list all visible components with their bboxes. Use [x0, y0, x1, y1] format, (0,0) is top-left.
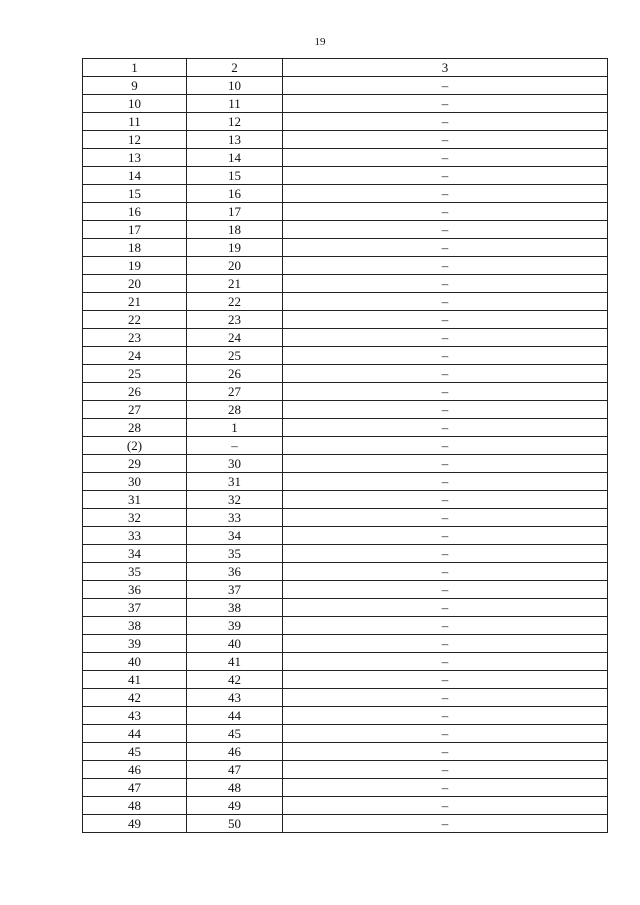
- table-cell-col1: 17: [83, 221, 187, 239]
- table-row: [83, 401, 608, 419]
- table-cell-col3: –: [283, 221, 608, 239]
- table-body: [83, 77, 608, 833]
- table-row: [83, 383, 608, 401]
- table-row: [83, 707, 608, 725]
- table-cell-col2: 49: [187, 797, 283, 815]
- table-cell-col3: –: [283, 491, 608, 509]
- table-cell-col3: –: [283, 275, 608, 293]
- table-cell-col1: 29: [83, 455, 187, 473]
- table-row: [83, 347, 608, 365]
- table-row: [83, 527, 608, 545]
- table-cell-col2: 38: [187, 599, 283, 617]
- table-cell-col1: 23: [83, 329, 187, 347]
- table-row: [83, 779, 608, 797]
- table-cell-col2: 40: [187, 635, 283, 653]
- table-cell-col1: 32: [83, 509, 187, 527]
- table-cell-col2: 30: [187, 455, 283, 473]
- table-cell-col1: 45: [83, 743, 187, 761]
- table-cell-col2: 46: [187, 743, 283, 761]
- table-cell-col1: 27: [83, 401, 187, 419]
- table-cell-col3: –: [283, 149, 608, 167]
- data-table: [82, 58, 608, 833]
- table-cell-col2: 18: [187, 221, 283, 239]
- table-row: [83, 653, 608, 671]
- table-cell-col2: 20: [187, 257, 283, 275]
- table-cell-col2: 42: [187, 671, 283, 689]
- table-cell-col3: –: [283, 95, 608, 113]
- table-cell-col3: –: [283, 311, 608, 329]
- table-cell-col1: 44: [83, 725, 187, 743]
- table-cell-col2: 28: [187, 401, 283, 419]
- table-cell-col1: 28: [83, 419, 187, 437]
- table-cell-col2: 50: [187, 815, 283, 833]
- table-cell-col2: 25: [187, 347, 283, 365]
- table-cell-col1: 20: [83, 275, 187, 293]
- table-cell-col1: 38: [83, 617, 187, 635]
- table-cell-col3: –: [283, 743, 608, 761]
- table-cell-col2: 44: [187, 707, 283, 725]
- table-row: [83, 185, 608, 203]
- table-cell-col1: 40: [83, 653, 187, 671]
- table-cell-col3: –: [283, 257, 608, 275]
- table-row: [83, 491, 608, 509]
- table-cell-col2: 17: [187, 203, 283, 221]
- table-cell-col3: –: [283, 761, 608, 779]
- table-cell-col3: –: [283, 527, 608, 545]
- table-cell-col3: –: [283, 401, 608, 419]
- table-row: [83, 635, 608, 653]
- table-cell-col3: –: [283, 689, 608, 707]
- table-cell-col3: –: [283, 365, 608, 383]
- table-cell-col1: 25: [83, 365, 187, 383]
- table-row: [83, 599, 608, 617]
- table-row: [83, 509, 608, 527]
- table-cell-col2: 33: [187, 509, 283, 527]
- table-cell-col1: 35: [83, 563, 187, 581]
- table-cell-col1: 14: [83, 167, 187, 185]
- table-row: [83, 167, 608, 185]
- table-cell-col1: 36: [83, 581, 187, 599]
- table-cell-col2: 11: [187, 95, 283, 113]
- table-cell-col3: –: [283, 473, 608, 491]
- table-cell-col1: 21: [83, 293, 187, 311]
- table-row: [83, 689, 608, 707]
- table-cell-col2: 26: [187, 365, 283, 383]
- table-cell-col3: –: [283, 509, 608, 527]
- table-cell-col3: –: [283, 725, 608, 743]
- table-row: [83, 455, 608, 473]
- table-cell-col2: 16: [187, 185, 283, 203]
- table-cell-col1: 16: [83, 203, 187, 221]
- table-cell-col3: –: [283, 239, 608, 257]
- table-cell-col1: 15: [83, 185, 187, 203]
- table-cell-col3: –: [283, 797, 608, 815]
- table-cell-col2: 15: [187, 167, 283, 185]
- table-cell-col1: 26: [83, 383, 187, 401]
- table-cell-col3: –: [283, 185, 608, 203]
- table-row: [83, 815, 608, 833]
- table-cell-col3: –: [283, 671, 608, 689]
- table-cell-col3: –: [283, 563, 608, 581]
- table-row: [83, 149, 608, 167]
- table-row: [83, 797, 608, 815]
- table-cell-col3: –: [283, 779, 608, 797]
- table-cell-col2: 37: [187, 581, 283, 599]
- table-row: [83, 437, 608, 455]
- table-row: [83, 95, 608, 113]
- table-cell-col3: –: [283, 653, 608, 671]
- table-cell-col3: –: [283, 617, 608, 635]
- table-cell-col2: 19: [187, 239, 283, 257]
- table-cell-col2: 21: [187, 275, 283, 293]
- table-cell-col3: –: [283, 77, 608, 95]
- table-row: [83, 329, 608, 347]
- table-cell-col1: 30: [83, 473, 187, 491]
- table-cell-col2: 13: [187, 131, 283, 149]
- table-row: [83, 419, 608, 437]
- table-cell-col2: 22: [187, 293, 283, 311]
- table-cell-col1: 34: [83, 545, 187, 563]
- table-cell-col2: 32: [187, 491, 283, 509]
- table-row: [83, 257, 608, 275]
- table-row: [83, 275, 608, 293]
- table-cell-col3: –: [283, 383, 608, 401]
- table-row: [83, 365, 608, 383]
- table-cell-col2: 47: [187, 761, 283, 779]
- table-cell-col1: 37: [83, 599, 187, 617]
- table-cell-col2: 36: [187, 563, 283, 581]
- table-cell-col1: 49: [83, 815, 187, 833]
- table-cell-col2: 48: [187, 779, 283, 797]
- table-cell-col2: 24: [187, 329, 283, 347]
- table-row: [83, 311, 608, 329]
- column-header-3: 3: [283, 59, 608, 77]
- table-cell-col2: 39: [187, 617, 283, 635]
- table-cell-col2: 31: [187, 473, 283, 491]
- table-row: [83, 563, 608, 581]
- table-cell-col2: 12: [187, 113, 283, 131]
- table-cell-col3: –: [283, 437, 608, 455]
- table-cell-col3: –: [283, 635, 608, 653]
- table-cell-col2: 27: [187, 383, 283, 401]
- table-cell-col3: –: [283, 545, 608, 563]
- table-cell-col3: –: [283, 707, 608, 725]
- table-cell-col1: 47: [83, 779, 187, 797]
- table-row: [83, 671, 608, 689]
- table-cell-col3: –: [283, 293, 608, 311]
- table-cell-col2: 34: [187, 527, 283, 545]
- table-cell-col3: –: [283, 815, 608, 833]
- table-cell-col1: 13: [83, 149, 187, 167]
- table-cell-col1: 9: [83, 77, 187, 95]
- table-cell-col3: –: [283, 599, 608, 617]
- table-cell-col3: –: [283, 455, 608, 473]
- table-row: [83, 617, 608, 635]
- table-cell-col1: 19: [83, 257, 187, 275]
- table-row: [83, 131, 608, 149]
- table-cell-col2: 14: [187, 149, 283, 167]
- table-cell-col1: 48: [83, 797, 187, 815]
- table-cell-col1: 39: [83, 635, 187, 653]
- table-cell-col1: 18: [83, 239, 187, 257]
- page-number: 19: [314, 36, 326, 48]
- table-cell-col3: –: [283, 581, 608, 599]
- table-cell-col1: 42: [83, 689, 187, 707]
- table-row: [83, 581, 608, 599]
- table-cell-col2: 45: [187, 725, 283, 743]
- table-cell-col2: 35: [187, 545, 283, 563]
- table-cell-col2: 23: [187, 311, 283, 329]
- table-cell-col1: 11: [83, 113, 187, 131]
- table-cell-col1: 24: [83, 347, 187, 365]
- table-cell-col1: 31: [83, 491, 187, 509]
- table-row: [83, 239, 608, 257]
- table-header-row: [83, 59, 608, 77]
- table-row: [83, 725, 608, 743]
- table-cell-col2: 1: [187, 419, 283, 437]
- table-row: [83, 221, 608, 239]
- column-header-2: 2: [187, 59, 283, 77]
- table-cell-col1: 22: [83, 311, 187, 329]
- table-cell-col3: –: [283, 203, 608, 221]
- table-cell-col1: (2): [83, 437, 187, 455]
- table-cell-col3: –: [283, 131, 608, 149]
- column-header-1: 1: [83, 59, 187, 77]
- table-cell-col1: 33: [83, 527, 187, 545]
- table-cell-col1: 46: [83, 761, 187, 779]
- table-row: [83, 113, 608, 131]
- table-cell-col2: 10: [187, 77, 283, 95]
- table-cell-col3: –: [283, 113, 608, 131]
- table-cell-col1: 41: [83, 671, 187, 689]
- table-row: [83, 473, 608, 491]
- table-row: [83, 545, 608, 563]
- table-cell-col1: 10: [83, 95, 187, 113]
- table-row: [83, 203, 608, 221]
- table-cell-col1: 12: [83, 131, 187, 149]
- table-cell-col3: –: [283, 419, 608, 437]
- table-cell-col1: 43: [83, 707, 187, 725]
- table-cell-col2: 43: [187, 689, 283, 707]
- table-row: [83, 293, 608, 311]
- table-cell-col3: –: [283, 167, 608, 185]
- table-cell-col3: –: [283, 347, 608, 365]
- table-row: [83, 743, 608, 761]
- table-cell-col3: –: [283, 329, 608, 347]
- table-row: [83, 761, 608, 779]
- table-cell-col2: 41: [187, 653, 283, 671]
- table-row: [83, 77, 608, 95]
- table-cell-col2: –: [187, 437, 283, 455]
